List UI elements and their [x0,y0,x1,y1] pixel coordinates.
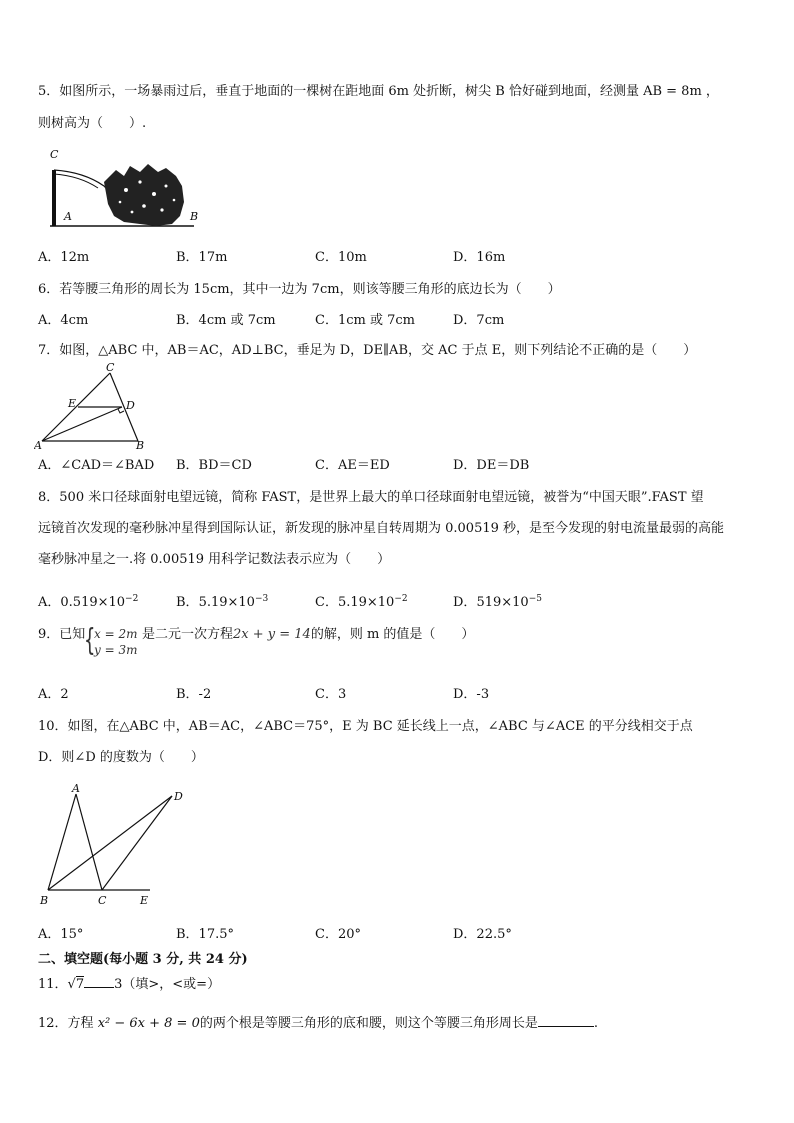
q7-option-a: A．∠CAD＝∠BAD [38,458,155,473]
q8-stem-line1: 8．500 米口径球面射电望远镜，简称 FAST，是世界上最大的单口径球面射电望远镜，被誉为“中国天眼”.FAST 望 [38,490,704,505]
q5-stem-line2: 则树高为（ ）. [38,116,147,131]
q12-stem: 12．方程 x² − 6x + 8 = 0的两个根是等腰三角形的底和腰，则这个等腰三角形周长是 . [38,1016,599,1031]
q9-option-b: B．-2 [176,687,212,702]
q7-label-d: D [126,399,135,412]
q8-option-d: D．$519\times 10^{-5}$ [453,594,542,610]
q9-equation: 2x + y = 14 [233,627,311,642]
q10-label-a: A [72,782,80,795]
q10-label-c: C [98,894,107,907]
q5-label-b: B [190,210,199,223]
q9-option-d: D．-3 [453,687,490,702]
q7-stem: 7．如图，△ABC 中，AB＝AC，AD⊥BC，垂足为 D，DE∥AB，交 AC 于点 E，则下列结论不正确的是（ ） [38,343,697,358]
q8-option-c: C．$5.19\times 10^{-2}$ [315,594,408,610]
q6-option-b: B．4cm 或 7cm [176,313,276,328]
q6-option-a: A．4cm [38,313,89,328]
q5-option-d: D．16m [453,250,506,265]
section-heading: 二、填空题(每小题 3 分, 共 24 分) [38,952,248,967]
q12-blank [538,1014,594,1027]
q5-option-c: C．10m [315,250,367,265]
q8-stem-line3: 毫秒脉冲星之一.将 0.00519 用科学记数法表示应为（ ） [38,552,391,567]
q7-label-b: B [136,439,145,451]
q10-option-a: A．15° [38,927,84,942]
q10-triangle-figure [36,782,196,910]
q6-option-d: D．7cm [453,313,505,328]
q9-eq2: y = 3m [94,643,138,657]
q5-stem-line1: 5．如图所示，一场暴雨过后，垂直于地面的一棵树在距地面 6m 处折断，树尖 B 恰好碰到地面，经测量 AB = 8m ， [38,84,719,99]
q9-option-a: A．2 [38,687,69,702]
q8-stem-line2: 远镜首次发现的毫秒脉冲星得到国际认证，新发现的脉冲星自转周期为 0.00519 秒，是至今发现的射电流量最弱的高能 [38,521,725,536]
q9-system-brace: { [84,623,96,658]
q5-label-c: C [50,148,59,161]
q11-blank [84,975,114,988]
q10-option-d: D．22.5° [453,927,512,942]
q7-option-c: C．AE＝ED [315,458,390,473]
q9-eq1: x = 2m [94,627,138,641]
q5-tree-figure [44,146,204,232]
q7-option-d: D．DE＝DB [453,458,530,473]
q7-label-c: C [106,363,115,374]
q7-label-e: E [68,397,77,410]
q10-label-b: B [40,894,49,907]
q9-stem-rest: 是二元一次方程2x + y = 14的解，则 m 的值是（ ） [142,627,475,642]
q6-stem: 6．若等腰三角形的周长为 15cm，其中一边为 7cm，则该等腰三角形的底边长为（ ） [38,282,561,297]
q8-option-b: B．$5.19\times 10^{-3}$ [176,594,269,610]
q9-prefix: 9．已知 [38,627,86,642]
q12-equation: x² − 6x + 8 = 0 [97,1016,200,1031]
q10-option-c: C．20° [315,927,361,942]
q10-stem-line2: D．则∠D 的度数为（ ） [38,750,204,765]
q6-option-c: C．1cm 或 7cm [315,313,415,328]
q5-label-a: A [64,210,72,223]
q11-stem: 11．√7 3（填>，<或=） [38,977,221,992]
q7-label-a: A [34,439,42,451]
q10-option-b: B．17.5° [176,927,234,942]
q5-option-a: A．12m [38,250,90,265]
q9-system [94,626,137,658]
q10-stem-line1: 10．如图，在△ABC 中，AB＝AC，∠ABC＝75°，E 为 BC 延长线上一点，∠ABC 与∠ACE 的平分线相交于点 [38,719,693,734]
q8-option-a: A．$0.519\times 10^{-2}$ [38,594,139,610]
q7-triangle-figure [34,363,154,451]
q10-label-e: E [140,894,149,907]
q9-option-c: C．3 [315,687,347,702]
q10-label-d: D [174,790,183,803]
q5-option-b: B．17m [176,250,228,265]
q7-option-b: B．BD＝CD [176,458,252,473]
q11-sqrt: √7 [67,977,85,992]
